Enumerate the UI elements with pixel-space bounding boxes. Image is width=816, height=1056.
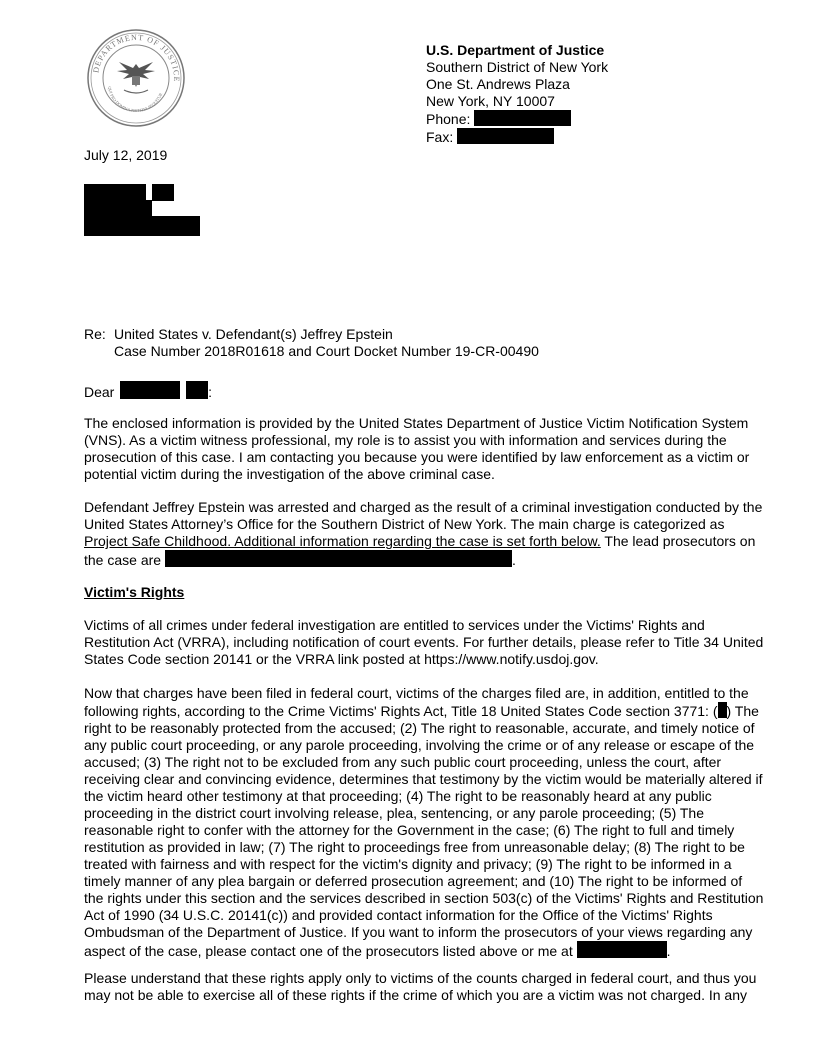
- redaction-bar: [718, 702, 727, 718]
- redaction-bar: [120, 381, 180, 399]
- agency-header: [426, 42, 608, 146]
- redaction-bar: [152, 184, 174, 201]
- cvra-text-body: ) The right to be reasonably protected from the accused; (2) The right to reasonable, accurate, and timely notice of any public court proceeding, or any parole proceeding, involving the crime or of any release or escape of the accused; (3) The right not to be excluded from any such public court proceeding, unless the court, after receiving clear and convincing evidence, determines that testimony by the victim would be materially altered if the victim heard other testimony at that proceeding; (4) The right to be reasonably heard at any public proceeding in the district court involving release, plea, sentencing, or any parole proceeding; (5) The reasonable right to confer with the attorney for the Government in the case; (6) The right to full and timely restitution as provided in law; (7) The right to proceedings free from unreasonable delay; (8) The right to be treated with fairness and with respect for the victim's dignity and privacy; (9) The right to be informed in a timely manner of any plea bargain or deferred prosecution agreement; and (10) The right to be informed of the rights under this section and the services described in section 503(c) of the Victims' Rights and Restitution Act of 1990 (34 U.S.C. 20141(c)) and provided contact information for the Office of the Victims' Rights Ombudsman of the Department of Justice. If you want to inform the prosecutors of your views regarding any aspect of the case, please contact one of the prosecutors listed above or me at: [84, 703, 764, 959]
- redaction-bar: [457, 128, 554, 144]
- phone-label: Phone:: [426, 111, 471, 127]
- cvra-paragraph: [84, 685, 764, 960]
- redaction-bar: [84, 200, 152, 217]
- redaction-bar: [577, 941, 667, 958]
- redaction-bar: [474, 110, 571, 126]
- svg-text:DEPARTMENT OF JUSTICE: DEPARTMENT OF JUSTICE: [91, 32, 182, 83]
- redaction-bar: [84, 216, 200, 236]
- charge-category: Project Safe Childhood. Additional information regarding the case is set forth below.: [84, 533, 601, 549]
- re-label: Re:: [84, 326, 106, 342]
- cvra-text-start: Now that charges have been filed in federal court, victims of the charges filed are, in addition, entitled to the following rights, according to the Crime Victims' Rights Act, Title 18 United States Code section 3771: (: [84, 685, 749, 719]
- intro-paragraph: The enclosed information is provided by the United States Department of Justice Victim Notification System (VNS). As a victim witness professional, my role is to assist you with information and services during the prosecution of this case. I am contacting you because you were identified by law enforcement as a victim or potential victim during the investigation of the above criminal case.: [84, 415, 750, 482]
- victims-rights-heading: Victim's Rights: [84, 584, 185, 600]
- fax-label: Fax:: [426, 129, 454, 145]
- agency-city: New York, NY 10007: [426, 93, 555, 109]
- re-text: [114, 326, 714, 360]
- redaction-bar: [165, 550, 512, 567]
- charge-paragraph: [84, 499, 764, 569]
- redaction-bar: [84, 184, 146, 201]
- salutation: [84, 381, 212, 400]
- salutation-prefix: Dear: [84, 384, 115, 400]
- agency-street: One St. Andrews Plaza: [426, 76, 570, 92]
- period: .: [511, 552, 516, 568]
- doj-seal: [86, 28, 186, 128]
- prosecutors-text: The lead prosecutors on the case are: [84, 533, 756, 568]
- salutation-suffix: :: [208, 384, 213, 400]
- vrra-paragraph: Victims of all crimes under federal investigation are entitled to services under the Victims' Rights and Restitution Act (VRRA), including notification of court events. For further details, please refer to Title 34 United States Code section 20141 or the VRRA link posted at https://www.notify.usdoj.gov.: [84, 617, 764, 667]
- redaction-bar: [186, 381, 208, 399]
- charge-text: Defendant Jeffrey Epstein was arrested and charged as the result of a criminal investigation conducted by the United States Attorney’s Office for the Southern District of New York. The main charge is categorized as: [84, 499, 763, 532]
- doj-seal-icon: [86, 28, 186, 128]
- rights-limitation-paragraph: Please understand that these rights apply only to victims of the counts charged in federal court, and thus you may not be able to exercise all of these rights if the crime of which you are a victim was not charged. In any: [84, 970, 757, 1003]
- agency-phone: [426, 110, 608, 128]
- agency-district: Southern District of New York: [426, 59, 609, 75]
- agency-fax: [426, 128, 608, 146]
- re-case-title: United States v. Defendant(s) Jeffrey Epstein: [114, 326, 393, 342]
- agency-name: U.S. Department of Justice: [426, 42, 605, 58]
- period: .: [666, 943, 671, 959]
- svg-text:QUI PRO DOMINA JUSTITIA SEQUIT: QUI PRO DOMINA JUSTITIA SEQUITUR: [107, 86, 164, 114]
- re-case-number: Case Number 2018R01618 and Court Docket Number 19-CR-00490: [114, 343, 539, 359]
- letter-date: July 12, 2019: [84, 147, 168, 163]
